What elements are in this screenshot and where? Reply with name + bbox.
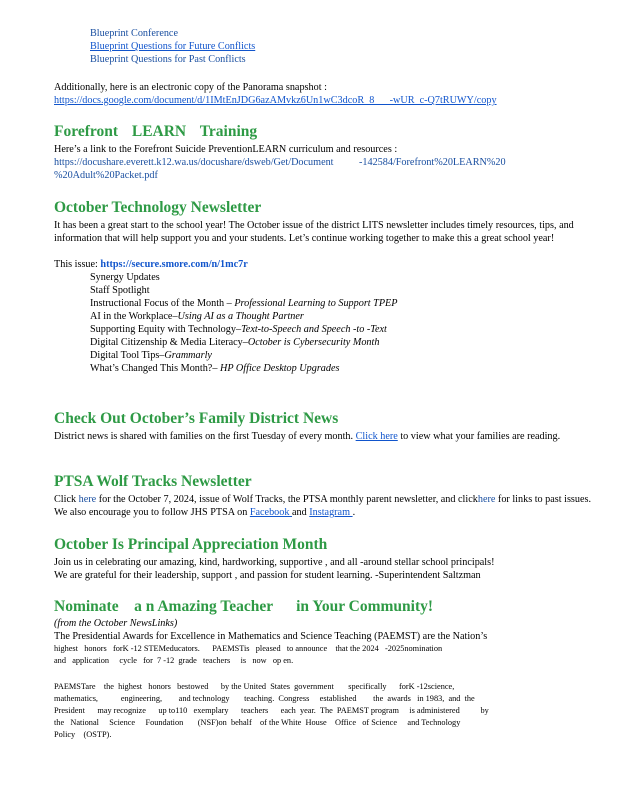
principal-line2: We are grateful for their leadership, support , and passion for student learning. -Superintendent Saltzman <box>54 570 481 581</box>
paemst-line: mathematics, engineering, and technology teaching. Congress established the awards in 1983, and the <box>54 694 475 703</box>
teacher-line1: The Presidential Awards for Excellence in Mathematics and Science Teaching (PAEMST) are the Nation’s <box>54 631 488 642</box>
ptsa-section <box>54 473 594 519</box>
issue-item: What’s Changed This Month?– HP Office Desktop Upgrades <box>90 363 340 374</box>
teacher-section <box>54 598 594 741</box>
paemst-line: Policy (OSTP). <box>54 730 112 739</box>
forefront-link-line1[interactable]: https://docushare.everett.k12.wa.us/docushare/dsweb/Get/Document -142584/Forefront%20LEARN%20 <box>54 157 506 168</box>
paemst-line: the National Science Foundation (NSF)on behalf of the White House Office of Science and Technology <box>54 718 461 727</box>
forefront-link-line2[interactable]: %20Adult%20Packet.pdf <box>54 170 158 181</box>
forefront-section <box>54 123 594 182</box>
district-news-section <box>54 410 594 443</box>
issue-item: Digital Tool Tips–Grammarly <box>90 350 212 361</box>
district-news-link[interactable]: Click here <box>355 431 398 442</box>
ptsa-current-link[interactable]: here <box>78 494 97 505</box>
newsletter-section <box>54 199 594 375</box>
forefront-heading: Forefront LEARN Training <box>54 123 258 140</box>
blueprint-future-conflicts-link[interactable]: Blueprint Questions for Future Conflicts <box>90 41 256 52</box>
issue-item: AI in the Workplace–Using AI as a Thought Partner <box>90 311 304 322</box>
issue-items <box>90 271 594 375</box>
issue-item: Synergy Updates <box>90 272 160 283</box>
teacher-line2: highest honors forK -12 STEMeducators. PAEMSTis pleased to announce that the 2024 -2025nomination <box>54 644 443 653</box>
principal-section <box>54 536 594 582</box>
blueprint-past-conflicts-link[interactable]: Blueprint Questions for Past Conflicts <box>90 54 246 65</box>
ptsa-text: Click here for the October 7, 2024, issue of Wolf Tracks, the PTSA monthly parent newsletter, and clickhere for links to past issues. We also encourage you to follow JHS PTSA on Facebook and Instagram . <box>54 494 592 518</box>
ptsa-past-link[interactable]: here <box>477 494 496 505</box>
issue-item: Staff Spotlight <box>90 285 150 296</box>
panorama-text: Additionally, here is an electronic copy of the Panorama snapshot : <box>54 82 327 93</box>
principal-line1: Join us in celebrating our amazing, kind, hardworking, supportive , and all -around stellar school principals! <box>54 557 495 568</box>
teacher-line3: and application cycle for 7 -12 grade teachers is now op en. <box>54 656 294 665</box>
teacher-source: (from the October NewsLinks) <box>54 618 178 629</box>
issue-item: Supporting Equity with Technology–Text-to-Speech and Speech -to -Text <box>90 324 387 335</box>
paemst-line: President may recognize up to110 exemplary teachers each year. The PAEMST program is administered by <box>54 706 489 715</box>
blueprint-links <box>54 27 594 66</box>
instagram-link[interactable]: Instagram <box>309 507 353 518</box>
newsletter-paragraph: It has been a great start to the school year! The October issue of the district LITS newsletter includes timely resources, tips, and information that will help support you and your students. Let’s continue working together to make this a great school year! <box>54 220 574 244</box>
newsletter-heading: October Technology Newsletter <box>54 199 262 216</box>
issue-label: This issue: <box>54 259 98 270</box>
teacher-heading: Nominate a n Amazing Teacher in Your Community! <box>54 598 434 615</box>
issue-item: Digital Citizenship & Media Literacy–October is Cybersecurity Month <box>90 337 380 348</box>
ptsa-heading: PTSA Wolf Tracks Newsletter <box>54 473 252 490</box>
issue-link[interactable]: https://secure.smore.com/n/1mc7r <box>100 259 248 270</box>
principal-heading: October Is Principal Appreciation Month <box>54 536 328 553</box>
paemst-paragraph <box>54 681 594 741</box>
forefront-text: Here’s a link to the Forefront Suicide PreventionLEARN curriculum and resources : <box>54 144 398 155</box>
district-news-text: District news is shared with families on the first Tuesday of every month. Click here to view what your families are reading. <box>54 431 561 442</box>
issue-item: Instructional Focus of the Month – Professional Learning to Support TPEP <box>90 298 398 309</box>
panorama-link[interactable]: https://docs.google.com/document/d/1IMtEnJDG6azAMvkz6Un1wC3dcoR_8___-wUR_c-Q7tRUWY/copy <box>54 95 497 106</box>
paemst-line: PAEMSTare the highest honors bestowed by the United States government specifically forK -12science, <box>54 682 455 691</box>
panorama-section <box>54 81 594 107</box>
facebook-link[interactable]: Facebook <box>249 507 292 518</box>
blueprint-conference-link[interactable]: Blueprint Conference <box>90 28 178 39</box>
district-news-heading: Check Out October’s Family District News <box>54 410 339 427</box>
